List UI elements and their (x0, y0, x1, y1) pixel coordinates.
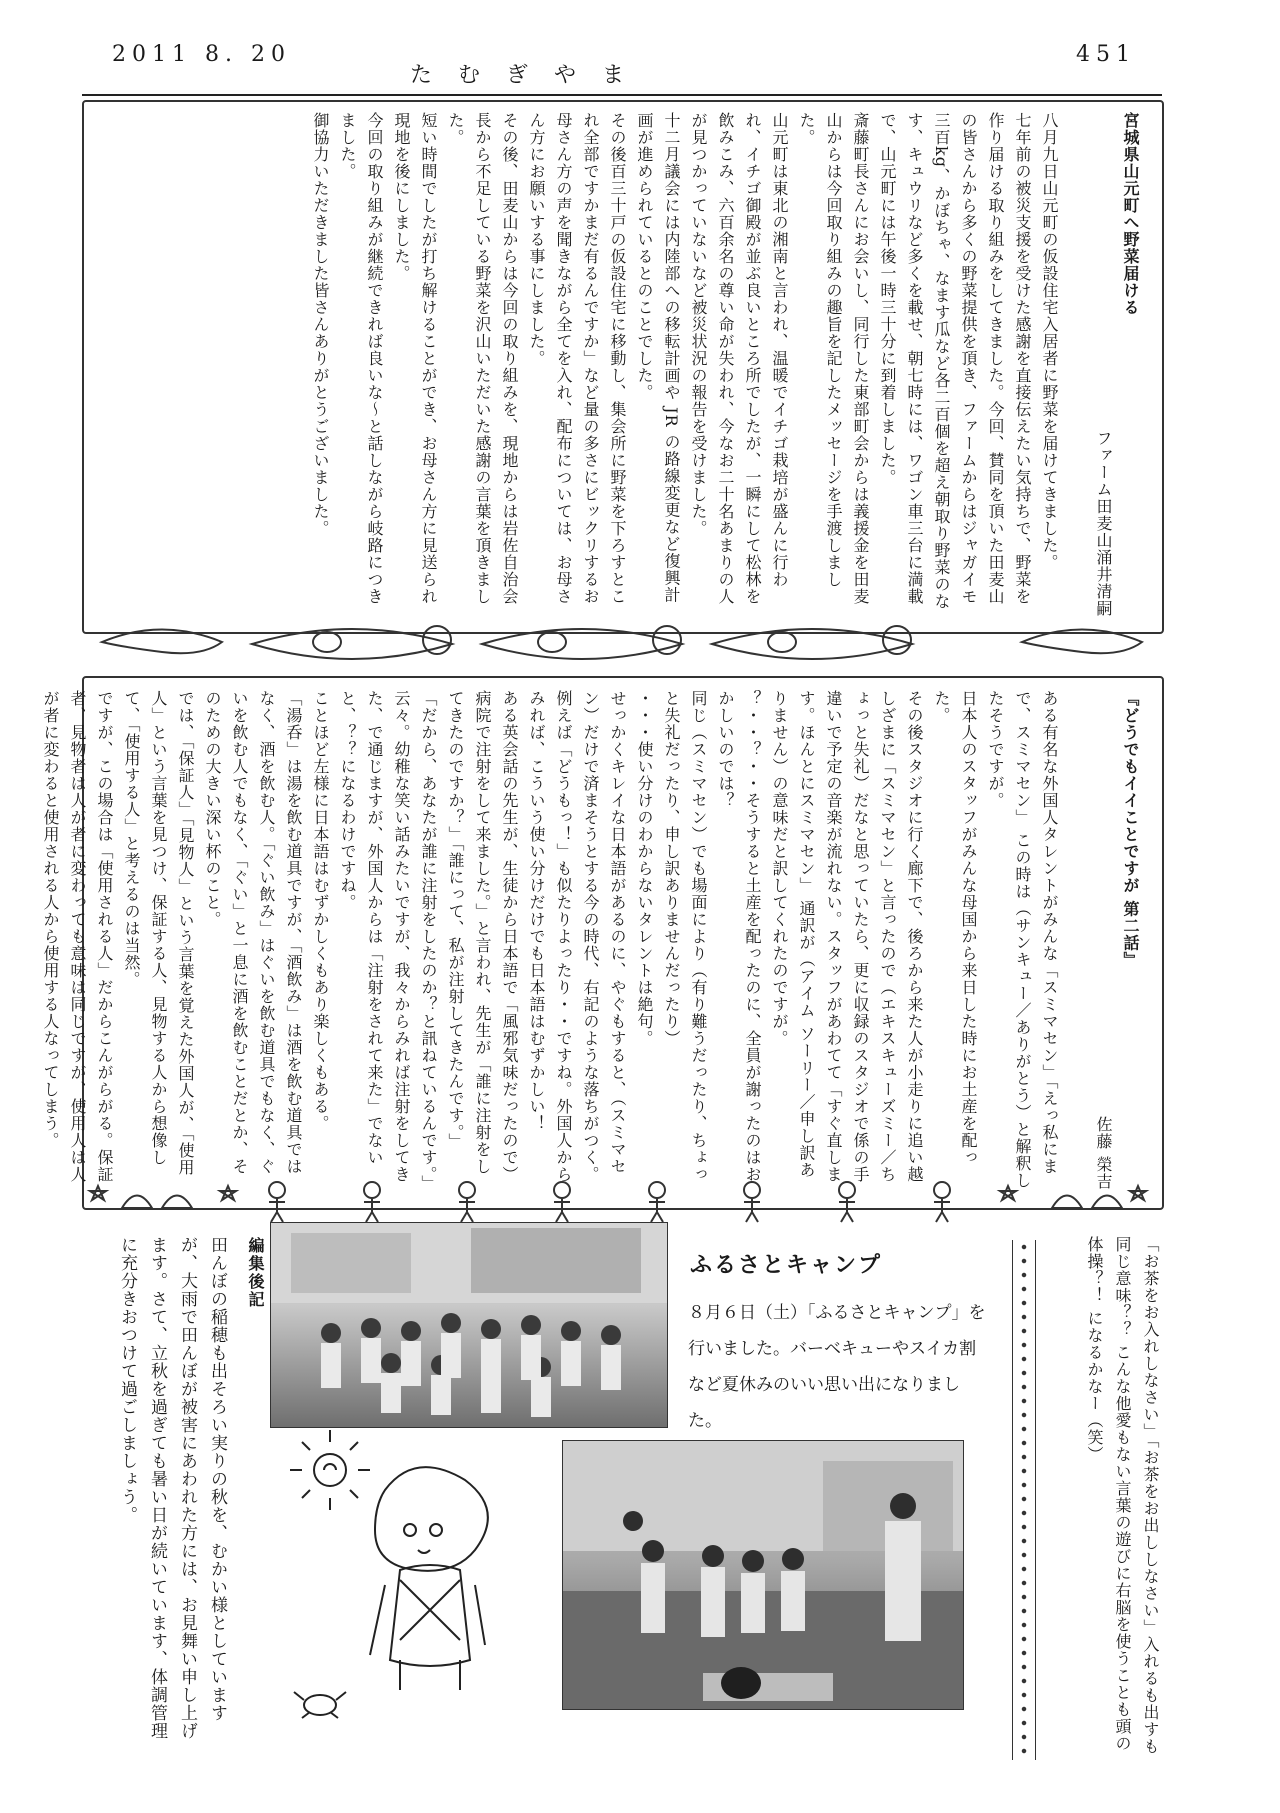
article-vegetables-para: 八月九日山元町の仮設住宅入居者に野菜を届けてきました。 (1040, 112, 1059, 571)
issue-number: 451 (1076, 42, 1136, 67)
camp-body: ８月６日（土）「ふるさとキャンプ」を行いました。バーベキューやスイカ割など夏休みのいい思い出になりました。 (688, 1303, 986, 1431)
article-vegetables-para: その後、田麦山からは今回の取り組みを、現地からは岩佐自治会長から不足している野菜を沢山いただいた感謝の言葉を頂きました。 (446, 112, 519, 605)
article-vegetables-para: 御協力いただきました皆さんありがとうございました。 (311, 112, 330, 537)
camp-group-photo (270, 1222, 668, 1428)
cartoon-boy-illustration (290, 1420, 530, 1730)
article-sumimasen-para: 日本人のスタッフがみんな母国から来日した時にお土産を配った。 (932, 690, 978, 1166)
camp-title: ふるさとキャンプ (690, 1253, 883, 1278)
article-sumimasen-para: 同じ（スミマセン）でも場面により（有り難うだったり、ちょっと失礼だったり、申し訳ありませんだったり） (662, 690, 708, 1183)
postscript-text: 田んぼの稲穂も出そろい実りの秋を、むかい様としていますが、大雨で田んぼが被害にあわれた方には、お見舞い申し上げます。さて、立秋を過ぎても暑い日が続いています、体調管理に充分きおつけて過ごしましょう。 (117, 1236, 227, 1740)
article-sumimasen-para: その後スタジオに行く廊下で、後ろから来た人が小走りに追い越しざまに「スミマセン」と言ったので（エキスキューズミー／ちょっと失礼）だなと思っていたら、更に収録のスタジオで係の手違いで予定の音楽が流れない。スタッフがあわてて「すぐ直します。ほんとにスミマセン」 通訳が（アイム ソーリー／申し訳ありません）の意味だと訳してくれたのですが。 (770, 690, 924, 1183)
watermelon-split-photo (562, 1440, 964, 1710)
issue-date: 2011 8. 20 (112, 42, 291, 67)
article-vegetables-para: 短い時間でしたが打ち解けることができ、お母さん方に見送られ現地を後にしました。 (392, 112, 438, 605)
article-sumimasen-para: ある英会話の先生が、生徒から日本語で「風邪気味だったので）病院で注射をして来ました。」と言われ、先生が「誰に注射をしてきたのですか？」「誰にって、私が注射してきたんです。」 (446, 690, 519, 1183)
article-sumimasen-para: せっかくキレイな日本語があるのに、やぐもすると、（スミマセン）だけで済まそうとする今の時代、右記のような落ちがつく。例えば「どうもっ！」も似たりよったり・・ですね。外国人からみれば、こういう使い分けだけでも日本語はむずかしい！ (527, 690, 627, 1183)
header-rule (82, 94, 1162, 96)
newsletter-title: たむぎやま (410, 63, 651, 88)
article-vegetables-para: 十二月議会には内陸部への移転計画や JR の路線変更など復興計画が進められているとのことでした。 (635, 112, 681, 604)
article-vegetables-para: 今回の取り組みが継続できれば良いな〜と話しながら岐路につきました。 (338, 112, 384, 605)
article-sumimasen-title: 『どうでもイイことですが 第二話』 (1121, 690, 1140, 969)
article-sumimasen-para: ことほど左様に日本語はむずかしくもあり楽しくもある。 (311, 690, 330, 1132)
article-sumimasen-para: ・・・使い分けのわからないタレントは絶句。 (635, 690, 654, 1047)
article-sumimasen-para: 「だから、あなたが誰に注射をしたのか？と訊ねているんです。」云々。幼稚な笑い話みたいですが、我々からみれば注射をしてきた、で通じますが、外国人からは「注射をされて来た」でないと、？？になるわけですね。 (338, 690, 438, 1184)
article-sumimasen-byline: 佐藤 榮吉 (1094, 1115, 1113, 1190)
dolphin-divider (82, 612, 1162, 672)
article-sumimasen (41, 690, 1144, 1190)
article-sumimasen-para: 「湯呑」は湯を飲む道具ですが、「酒飲み」は酒を飲む道具ではなく、酒を飲む人。「ぐい飲み」はぐいを飲む道具でもなく、ぐいを飲む人でもなく、「ぐい」と一息に酒を飲むことだとか、そのための大きい深い杯のこと。 (203, 690, 303, 1175)
article-vegetables-para: その後百三十戸の仮設住宅に移動し、集会所に野菜を下ろすとこれ全部ですかまだ有るんですか」など量の多さにビックリするお母さん方の声を聞きながら全てを入れ、配布については、お母さん方にお願いする事にしました。 (527, 112, 627, 605)
article-vegetables (100, 112, 1144, 617)
article-vegetables-para: 山元町は東北の湘南と言われ、温暖でイチゴ栽培が盛んに行われ、イチゴ御殿が並ぶ良いところ所でしたが、一瞬にして松林を飲みこみ、六百余名の尊い命が失われ、今なお二十名あまりの人が見つかっていないなど被災状況の報告を受けました。 (689, 112, 789, 605)
article-vegetables-byline: ファーム田麦山涌井清嗣 (1094, 430, 1113, 617)
kids-divider (82, 1168, 1162, 1228)
article-vegetables-title: 宮城県山元町へ野菜届ける (1121, 112, 1140, 316)
sidebar-wordplay: 「お茶をお入れしなさい」「お茶をお出ししなさい」入れるも出すも同じ意味？？ こんな他愛もない言葉の遊びに右脳を使うことも頭の体操？！ になるかなー（笑） (1085, 1236, 1160, 1755)
article-sumimasen-para: ですが、この場合は「使用される人」だからこんがらがる。保証者、見物者は人が者に変わっても意味は同じですが、使用人は人が者に変わると使用される人から使用する人なってしまう。 (41, 690, 114, 1183)
sidebar-border (1012, 1240, 1036, 1760)
article-sumimasen-para: では、「保証人」「見物人」という言葉を覚えた外国人が、「使用人」という言葉を見つけ、保証する人、見物する人から想像して、「使用する人」と考えるのは当然。 (122, 690, 195, 1176)
article-sumimasen-para: ？・・？・・そうすると土産を配ったのに、全員が謝ったのはおかしいのでは？ (716, 690, 762, 1183)
article-vegetables-para: 斎藤町長さんにお会いし、同行した東部町会からは義援金を田麦山からは今回取り組みの趣旨を記したメッセージを手渡しました。 (797, 112, 870, 605)
article-vegetables-para: 七年前の被災支援を受けた感謝を直接伝えたい気持ちで、野菜を作り届ける取り組みをしてきました。今回、賛同を頂いた田麦山の皆さんから多くの野菜提供を頂き、ファームからはジャガイモ三百kg、かぼちゃ、なます瓜など各二百個を超え朝取り野菜のなす、キュウリなど多くを載せ、朝七時には、ワゴン車三台に満載で、山元町には午後一時三十分に到着しました。 (878, 112, 1032, 610)
postscript-label: 編集後記 (246, 1237, 265, 1309)
article-sumimasen-para: ある有名な外国人タレントがみんな「スミマセン」「えっ私にまで、スミマセン」 この時は（サンキュー／ありがとう）と解釈したそうですが。 (986, 690, 1059, 1190)
